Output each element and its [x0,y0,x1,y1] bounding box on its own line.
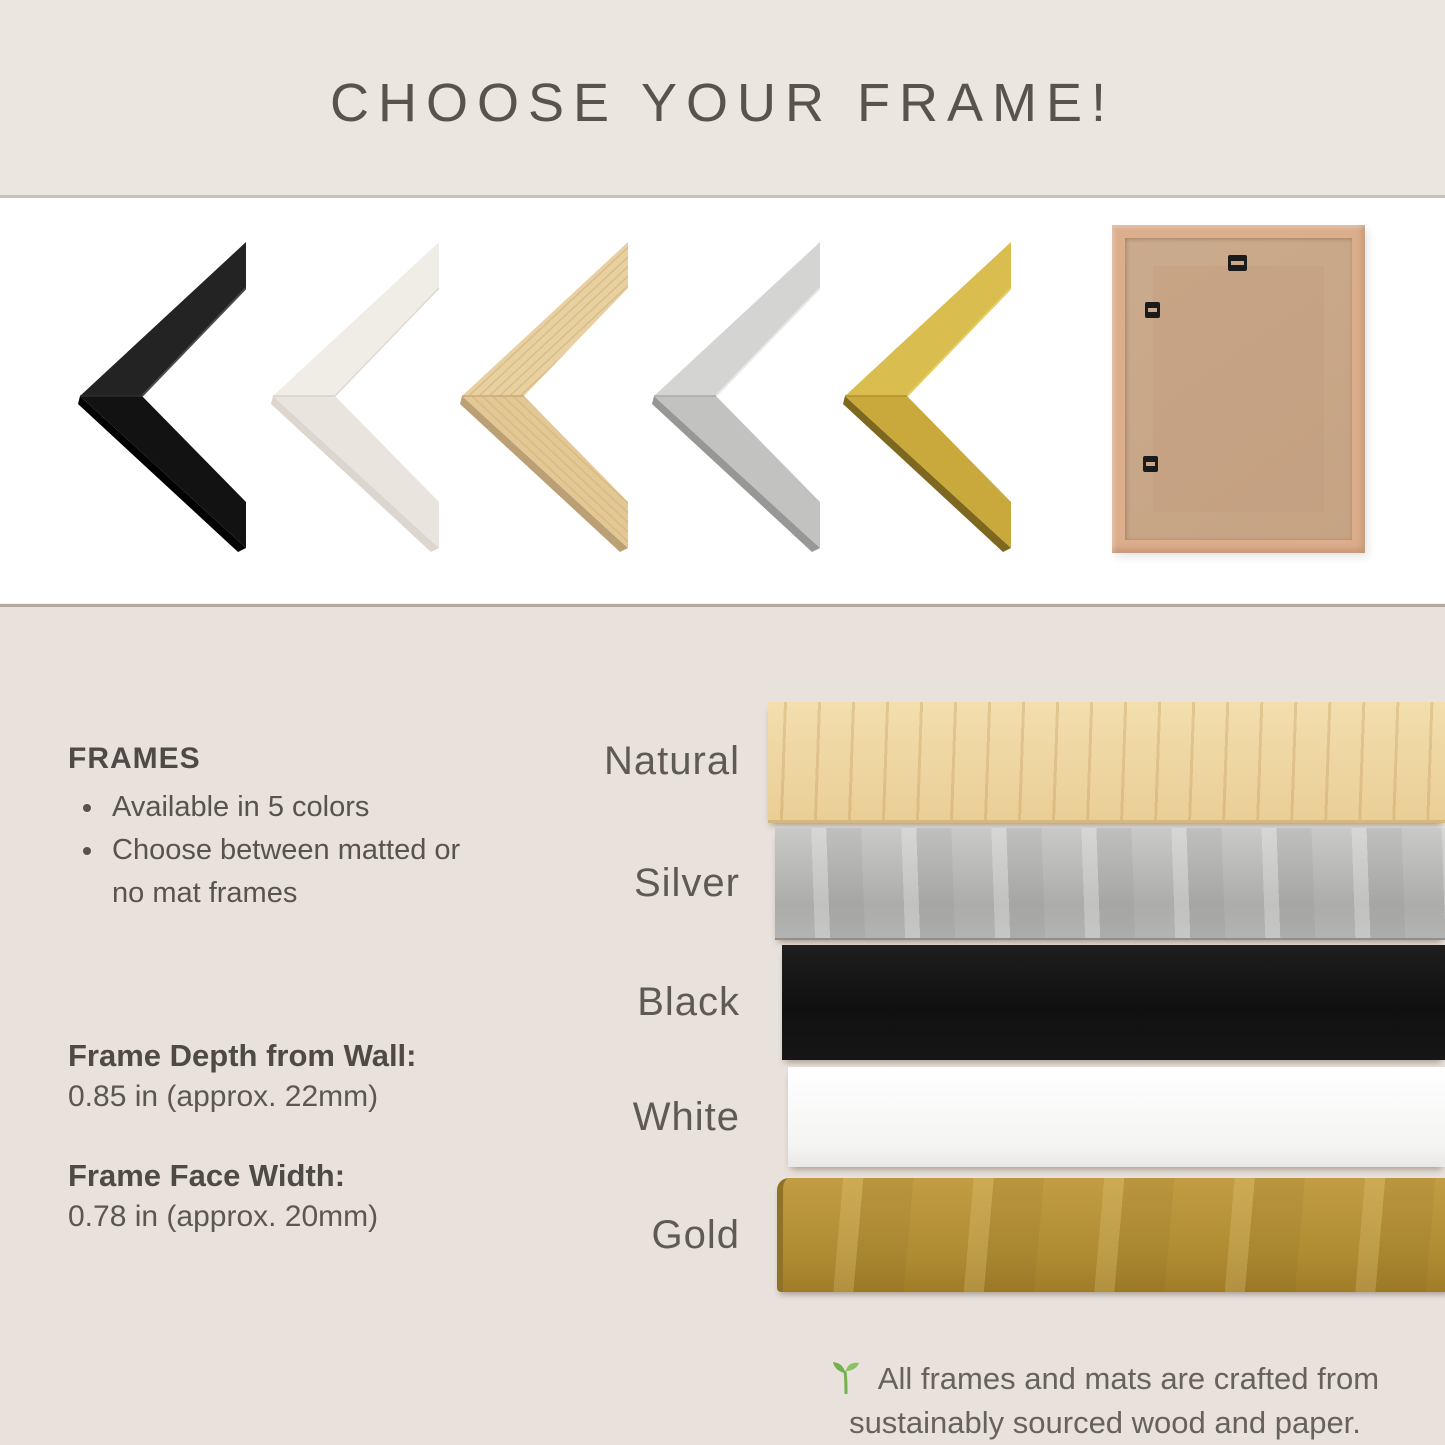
gold-frame-corner-icon [843,240,1011,552]
frames-heading: FRAMES [68,742,201,775]
swatch-bar-white [788,1067,1445,1167]
frame-face-width-value: 0.78 in (approx. 20mm) [68,1200,379,1233]
section-divider-bottom [0,603,1445,607]
sustainability-note [795,1357,1415,1445]
frame-back-board [1125,238,1352,540]
frame-back-side-clip [1145,302,1160,318]
white-frame-corner-icon [271,240,439,552]
frames-info-block [68,742,498,915]
sustainability-line-2: sustainably sourced wood and paper. [849,1405,1361,1440]
swatch-label-natural: Natural [604,739,740,783]
frame-back-inner-shadow [1153,266,1324,512]
sustainability-line-1: All frames and mats are crafted from [877,1361,1380,1396]
sprout-icon [831,1360,863,1394]
frame-depth-label: Frame Depth from Wall: [68,1038,417,1073]
frame-back-side-clip [1143,456,1158,472]
frame-face-width-label: Frame Face Width: [68,1158,346,1193]
frames-bullet-list [68,786,498,915]
swatch-label-silver: Silver [633,861,740,905]
swatch-bar-gold [777,1178,1445,1292]
swatch-bar-black [782,945,1445,1060]
frame-back-image [1112,225,1365,553]
swatch-bar-natural [768,702,1445,823]
bullet-item: • Available in 5 colors [106,786,498,829]
swatch-label-black: Black [637,980,740,1024]
frame-depth-value: 0.85 in (approx. 22mm) [68,1080,379,1113]
section-divider-top [0,195,1445,198]
swatch-label-white: White [632,1095,740,1139]
bullet-item: • Choose between matted or no mat frames [106,829,498,915]
silver-frame-corner-icon [652,240,820,552]
frame-back-hanger-clip [1228,255,1247,271]
page-title: CHOOSE YOUR FRAME! [329,73,1116,133]
black-frame-corner-icon [78,240,246,552]
swatch-bar-silver [775,828,1445,940]
swatch-label-gold: Gold [651,1213,740,1257]
natural-frame-corner-icon [460,240,628,552]
